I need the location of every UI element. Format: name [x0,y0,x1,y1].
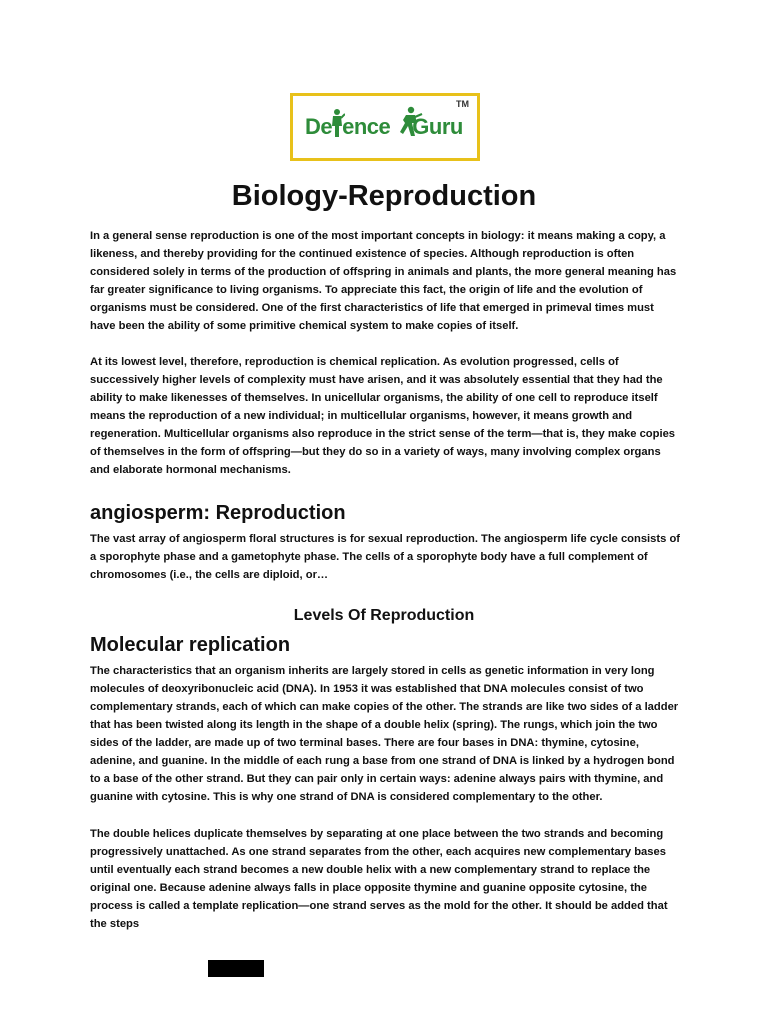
molecular-paragraph-1: The characteristics that an organism inherits are largely stored in cells as genetic information in very long molecules of deoxyribonucleic acid (DNA). In 1953 it was established that DNA molecules consist of two complementary strands, each of which can make copies of the other. The strands are like two sides of a ladder that has been twisted along its length in the shape of a double helix (spring). The rungs, which join the two sides of the ladder, are made up of two terminal bases. There are four bases in DNA: thymine, cytosine, adenine, and guanine. In the middle of each rung a base from one strand of DNA is linked by a hydrogen bond to a base of the other strand. But they can pair only in certain ways: adenine always pairs with thymine, and guanine with cytosine. This is why one strand of DNA is considered complementary to the other. [90,665,679,803]
defence-guru-logo [290,93,480,161]
logo-wordmark [305,114,463,140]
intro-paragraph-2: At its lowest level, therefore, reproduction is chemical replication. As evolution progressed, cells of successively higher levels of complexity must have arisen, and it was absolutely essential that they had the ability to make likenesses of themselves. In unicellular organisms, the ability of one cell to reproduce itself means the reproduction of a new individual; in multicellular organisms, however, it means growth and regeneration. Multicellular organisms also reproduce in the strict sense of the term—that is, they make copies of themselves in the form of offspring—but they do so in a variety of ways, many involving complex organs and elaborate hormonal mechanisms. [90,356,676,476]
logo-text-ence: ence [342,114,391,139]
logo-text-guru: Guru [412,114,463,139]
redaction-bar [208,960,264,977]
trademark-mark: TM [456,99,469,109]
angiosperm-paragraph: The vast array of angiosperm floral structures is for sexual reproduction. The angiosperm life cycle consists of a sporophyte phase and a gametophyte phase. The cells of a sporophyte body have a full complement of chromosomes (i.e., the cells are diploid, or… [90,533,680,581]
logo-text-de: De [305,114,333,139]
heading-levels-of-reproduction: Levels Of Reproduction [293,607,475,624]
heading-angiosperm: angiosperm: Reproduction [90,502,346,524]
intro-paragraph-1: In a general sense reproduction is one of the most important concepts in biology: it means making a copy, a likeness, and thereby providing for the continued existence of species. Although reproduction is often considered solely in terms of the production of offspring in animals and plants, the more general meaning has far greater significance to living organisms. To appreciate this fact, the origin of life and the evolution of organisms must be considered. One of the first characteristics of life that emerged in primeval times must have been the ability of some primitive chemical system to make copies of itself. [90,230,677,332]
page-title: Biology-Reproduction [231,180,537,212]
heading-molecular-replication: Molecular replication [90,634,291,656]
molecular-paragraph-2: The double helices duplicate themselves by separating at one place between the two strands and becoming progressively unattached. As one strand separates from the other, each acquires new complementary bases until eventually each strand becomes a new double helix with a new complementary strand to replace the original one. Because adenine always falls in place opposite thymine and guanine opposite cytosine, the process is called a template replication—one strand serves as the mold for the other. It should be added that the steps [90,828,668,930]
